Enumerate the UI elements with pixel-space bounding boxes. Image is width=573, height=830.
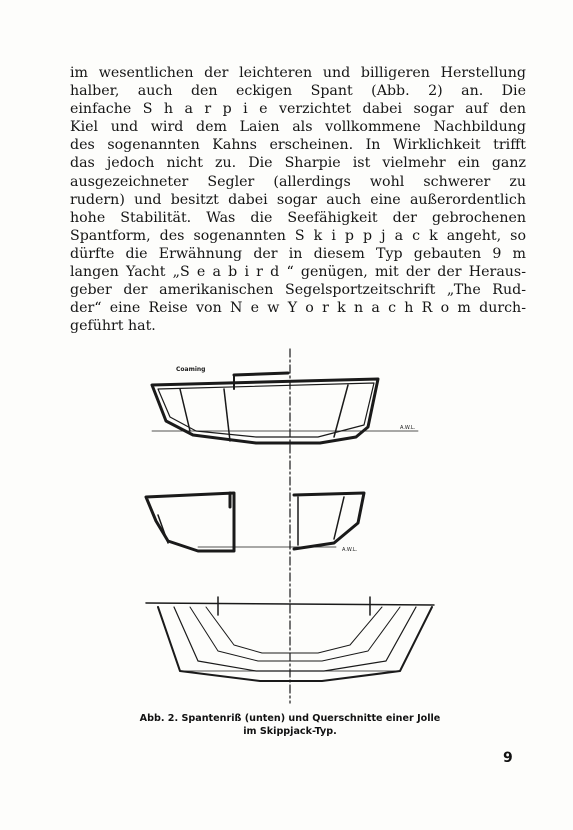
waterline-label: A.W.L.	[400, 425, 416, 431]
text-line: Kiel und wird dem Laien als vollkommene Nachbildung	[70, 119, 526, 136]
body-text	[70, 64, 526, 335]
text-line: ausgezeichneter Segler (allerdings wohl schwerer zu	[70, 173, 526, 190]
text-line: im wesentlichen der leichteren und billigeren Herstellung	[70, 65, 526, 81]
text-line: rudern) und besitzt dabei sogar auch eine außerordentlich	[70, 191, 526, 208]
text-line: hohe Stabilität. Was die Seefähigkeit der gebrochenen	[70, 209, 526, 226]
text-line: geber der amerikanischen Segelsportzeitschrift „The Rud-	[70, 282, 526, 299]
text-line: einfache S h a r p i e verzichtet dabei sogar auf den	[70, 101, 526, 118]
text-line: langen Yacht „S e a b i r d “ genügen, mit der der Heraus-	[70, 264, 526, 281]
text-line: Spantform, des sogenannten S k i p p j a c k angeht, so	[70, 227, 526, 244]
page-number: 9	[503, 750, 513, 766]
text-line: geführt hat.	[70, 318, 156, 335]
boat-section-drawing	[138, 345, 448, 710]
text-line: dürfte die Erwähnung der in diesem Typ gebauten 9 m	[70, 245, 526, 262]
figure-caption	[100, 712, 480, 738]
caption-line: Abb. 2. Spantenriß (unten) und Querschnitte einer Jolle	[139, 713, 441, 724]
coaming-label: Coaming	[176, 366, 206, 373]
waterline-label: A.W.L.	[342, 547, 358, 553]
text-line: das jedoch nicht zu. Die Sharpie ist vielmehr ein ganz	[70, 155, 526, 172]
cross-section-top	[152, 366, 418, 443]
text-line: des sogenannten Kahns erscheinen. In Wirklichkeit trifft	[70, 137, 526, 154]
text-line: der“ eine Reise von N e w Y o r k n a c h R o m durch-	[70, 300, 526, 317]
cross-section-middle	[146, 493, 364, 553]
caption-line: im Skippjack-Typ.	[243, 726, 337, 737]
text-line: halber, auch den eckigen Spant (Abb. 2) an. Die	[70, 83, 526, 100]
